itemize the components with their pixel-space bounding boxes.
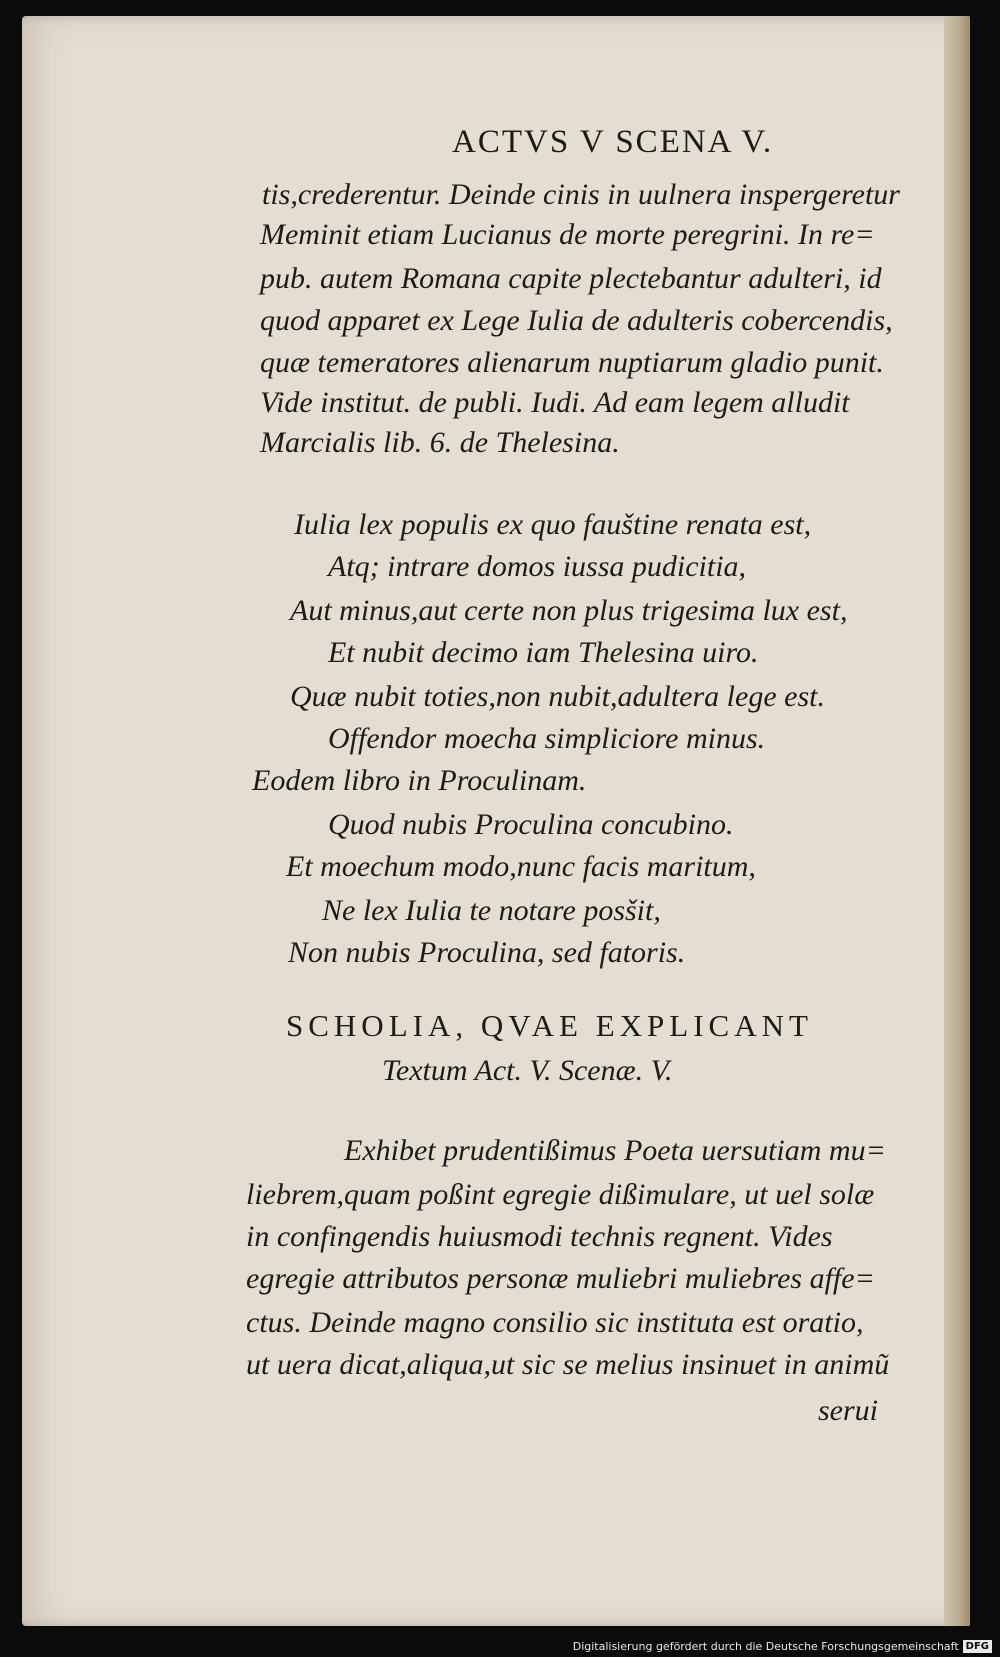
- prose-line: ut uera dicat,aliqua,ut sic se melius insinuet in animũ: [246, 1348, 890, 1381]
- verse-line: Quæ nubit toties,non nubit,adultera lege est.: [290, 680, 825, 713]
- verse-line: Et nubit decimo iam Thelesina uiro.: [328, 636, 759, 669]
- running-head: ACTVS V SCENA V.: [452, 124, 774, 160]
- prose-line: tis,crederentur. Deinde cinis in uulnera inspergeretur: [262, 178, 900, 211]
- catchword: serui: [818, 1394, 878, 1427]
- verse-line: Offendor moecha simpliciore minus.: [328, 722, 766, 755]
- verse-line: Aut minus,aut certe non plus trigesima lux est,: [290, 594, 848, 627]
- section-title: SCHOLIA, QVAE EXPLICANT: [286, 1008, 813, 1043]
- page-edge: [944, 16, 970, 1626]
- prose-line: egregie attributos personæ muliebri muliebres affe=: [246, 1262, 875, 1295]
- dfg-logo: DFG: [963, 1640, 992, 1653]
- prose-line: quæ temeratores alienarum nuptiarum gladio punit.: [260, 346, 884, 379]
- prose-line: quod apparet ex Lege Iulia de adulteris cobercendis,: [260, 304, 893, 337]
- prose-line: pub. autem Romana capite plectebantur adulteri, id: [260, 262, 882, 295]
- prose-line: Vide institut. de publi. Iudi. Ad eam legem alludit: [260, 386, 850, 419]
- prose-line: Exhibet prudentißimus Poeta uersutiam mu=: [344, 1134, 886, 1167]
- verse-line: Quod nubis Proculina concubino.: [328, 808, 734, 841]
- prose-line: Marcialis lib. 6. de Thelesina.: [260, 426, 620, 459]
- book-page: [22, 16, 970, 1626]
- verse-line: Et moechum modo,nunc facis maritum,: [286, 850, 756, 883]
- verse-line: Atq; intrare domos iussa pudicitia,: [328, 550, 747, 583]
- digitization-footer: [573, 1640, 992, 1653]
- prose-line: in confingendis huiusmodi technis regnent. Vides: [246, 1220, 833, 1253]
- footer-credit: Digitalisierung gefördert durch die Deutsche Forschungsgemeinschaft: [572, 1640, 959, 1653]
- prose-line: Meminit etiam Lucianus de morte peregrini. In re=: [260, 218, 875, 251]
- verse-line: Non nubis Proculina, sed fatoris.: [288, 936, 686, 969]
- verse-line: Iulia lex populis ex quo fauštine renata est,: [294, 508, 812, 541]
- prose-line: ctus. Deinde magno consilio sic instituta est oratio,: [246, 1306, 864, 1339]
- prose-line: liebrem,quam poßint egregie dißimulare, ut uel solæ: [246, 1178, 875, 1211]
- verse-line: Ne lex Iulia te notare posšit,: [322, 894, 661, 927]
- section-subtitle: Textum Act. V. Scenæ. V.: [382, 1054, 673, 1087]
- poem-subheading: Eodem libro in Proculinam.: [252, 764, 587, 797]
